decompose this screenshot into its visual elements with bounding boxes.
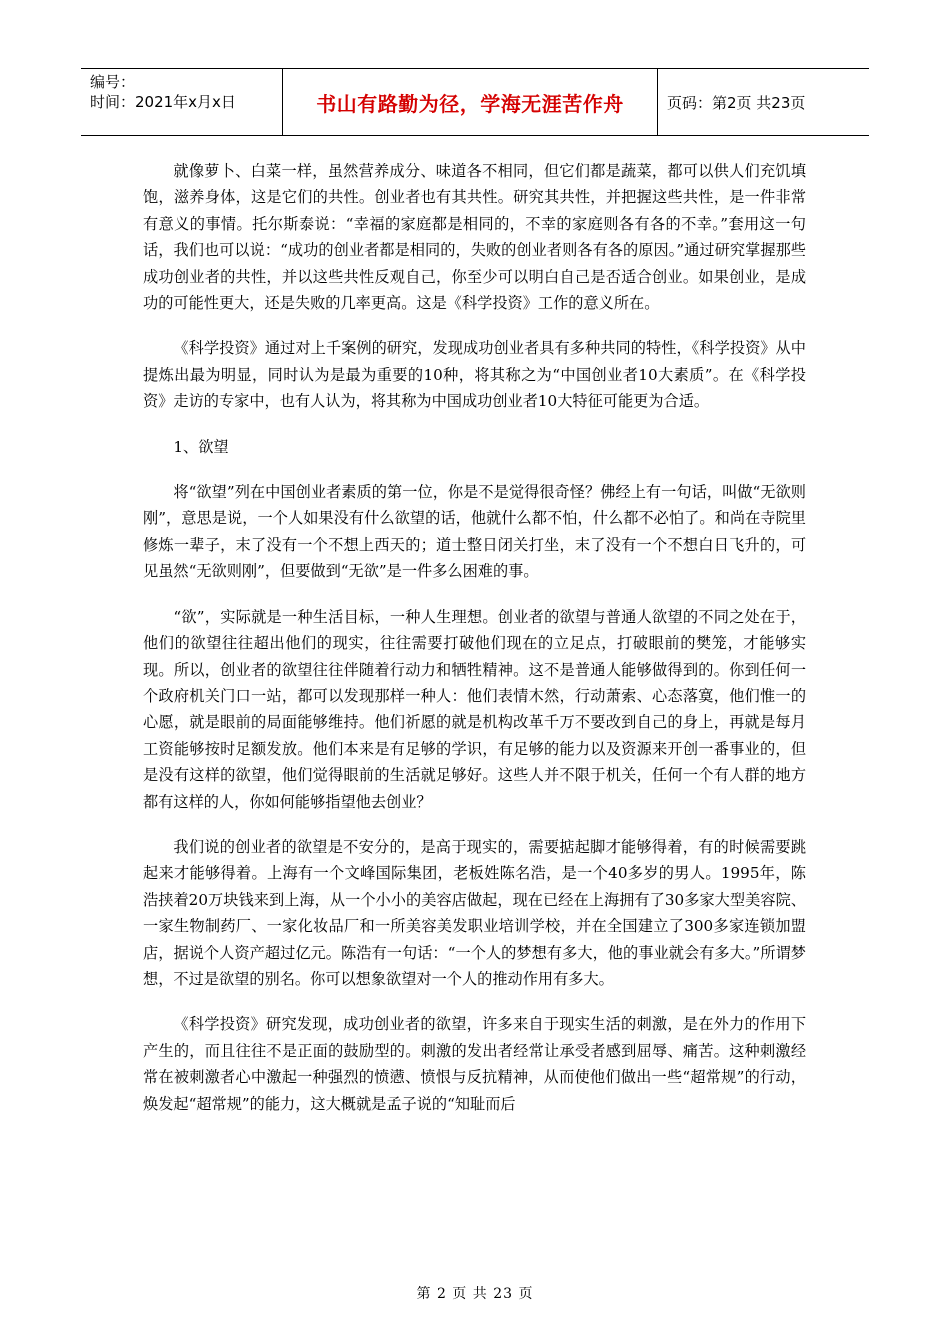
paragraph-desire-example: 我们说的创业者的欲望是不安分的，是高于现实的，需要掂起脚才能够得着，有的时候需要跳起来才能够得着。上海有一个文峰国际集团，老板姓陈名浩，是一个40多岁的男人。1995年，陈浩挟着20万块钱来到上海，从一个小小的美容店做起，现在已经在上海拥有了30多家大型美容院、一家生物制药厂、一家化妆品厂和一所美容美发职业培训学校，并在全国建立了300多家连锁加盟店，据说个人资产超过亿元。陈浩有一句话：“一个人的梦想有多大，他的事业就会有多大。”所谓梦想，不过是欲望的别名。你可以想象欲望对一个人的推动作用有多大。	[143, 837, 806, 988]
document-body	[143, 158, 806, 1136]
paragraph-desire-stimulus: 《科学投资》研究发现，成功创业者的欲望，许多来自于现实生活的刺激，是在外力的作用下产生的，而且往往不是正面的鼓励型的。刺激的发出者经常让承受者感到屈辱、痛苦。这种刺激经常在被刺激者心中激起一种强烈的愤懑、愤恨与反抗精神，从而使他们做出一些“超常规”的行动，焕发起“超常规”的能力，这大概就是孟子说的“知耻而后	[143, 1015, 806, 1113]
document-date-label: 时间：2021年x月x日	[90, 93, 236, 111]
page-footer: 第 2 页 共 23 页	[416, 1286, 534, 1302]
section-heading-desire: 1、欲望	[173, 437, 229, 456]
paragraph-desire-definition: “欲”，实际就是一种生活目标，一种人生理想。创业者的欲望与普通人欲望的不同之处在于，他们的欲望往往超出他们的现实，往往需要打破他们现在的立足点，打破眼前的樊笼，才能够实现。所以，创业者的欲望往往伴随着行动力和牺牲精神。这不是普通人能够做得到的。你到任何一个政府机关门口一站，都可以发现那样一种人：他们表情木然，行动萧索、心态落寞，他们惟一的心愿，就是眼前的局面能够维持。他们祈愿的就是机构改革千万不要改到自己的身上，再就是每月工资能够按时足额发放。他们本来是有足够的学识，有足够的能力以及资源来开创一番事业的，但是没有这样的欲望，他们觉得眼前的生活就足够好。这些人并不限于机关，任何一个有人群的地方都有这样的人，你如何能够指望他去创业？	[143, 607, 806, 811]
header-meta-cell	[81, 69, 283, 135]
paragraph-ten-qualities: 《科学投资》通过对上千案例的研究，发现成功创业者具有多种共同的特性，《科学投资》从中提炼出最为明显，同时认为是最为重要的10种，将其称之为“中国创业者10大素质”。在《科学投资》走访的专家中，也有人认为，将其称为中国成功创业者10大特征可能更为合适。	[143, 339, 806, 411]
header-page-number: 页码：第2页 共23页	[667, 93, 806, 112]
paragraph-intro: 就像萝卜、白菜一样，虽然营养成分、味道各不相同，但它们都是蔬菜，都可以供人们充饥填饱，滋养身体，这是它们的共性。创业者也有其共性。研究其共性，并把握这些共性，是一件非常有意义的事情。托尔斯泰说：“幸福的家庭都是相同的，不幸的家庭则各有各的不幸。”套用这一句话，我们也可以说：“成功的创业者都是相同的，失败的创业者则各有各的原因。”通过研究掌握那些成功创业者的共性，并以这些共性反观自己，你至少可以明白自己是否适合创业。如果创业，是成功的可能性更大，还是失败的几率更高。这是《科学投资》工作的意义所在。	[143, 162, 806, 313]
page-header	[81, 68, 869, 136]
document-number-label: 编号：	[90, 73, 136, 91]
header-motto: 书山有路勤为径，学海无涯苦作舟	[283, 69, 658, 135]
paragraph-desire-intro: 将“欲望”列在中国创业者素质的第一位，你是不是觉得很奇怪？佛经上有一句话，叫做“无欲则刚”，意思是说，一个人如果没有什么欲望的话，他就什么都不怕，什么都不必怕了。和尚在寺院里修炼一辈子，末了没有一个不想上西天的；道士整日闭关打坐，末了没有一个不想白日飞升的，可见虽然“无欲则刚”，但要做到“无欲”是一件多么困难的事。	[143, 483, 806, 581]
